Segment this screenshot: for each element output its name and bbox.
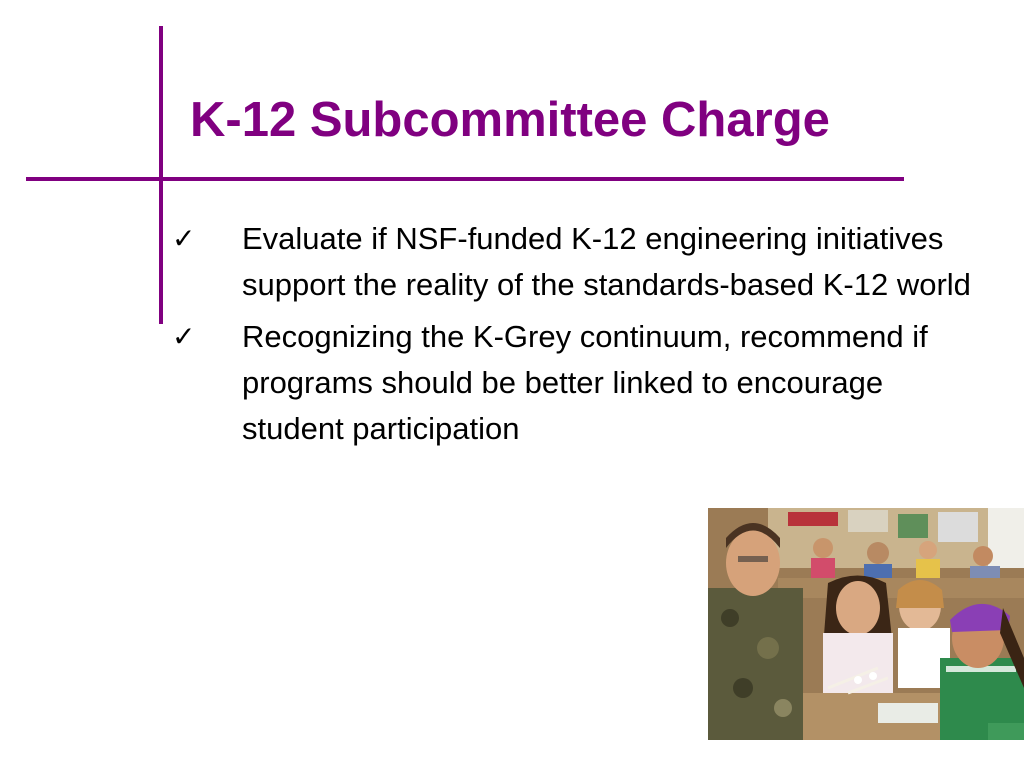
horizontal-accent-line	[26, 177, 904, 181]
bullet-list	[172, 216, 992, 458]
bullet-text: Evaluate if NSF-funded K-12 engineering initiatives support the reality of the standards-based K-12 world	[242, 221, 971, 302]
bullet-item	[172, 314, 992, 452]
classroom-photo	[708, 508, 1024, 740]
bullet-item	[172, 216, 992, 308]
vertical-accent-line	[159, 26, 163, 324]
checkmark-icon: ✓	[172, 222, 196, 255]
classroom-photo-illustration	[708, 508, 1024, 740]
checkmark-icon: ✓	[172, 320, 196, 353]
slide-title: K-12 Subcommittee Charge	[190, 93, 830, 147]
bullet-text: Recognizing the K-Grey continuum, recommend if programs should be better linked to encourage student participation	[242, 319, 928, 446]
